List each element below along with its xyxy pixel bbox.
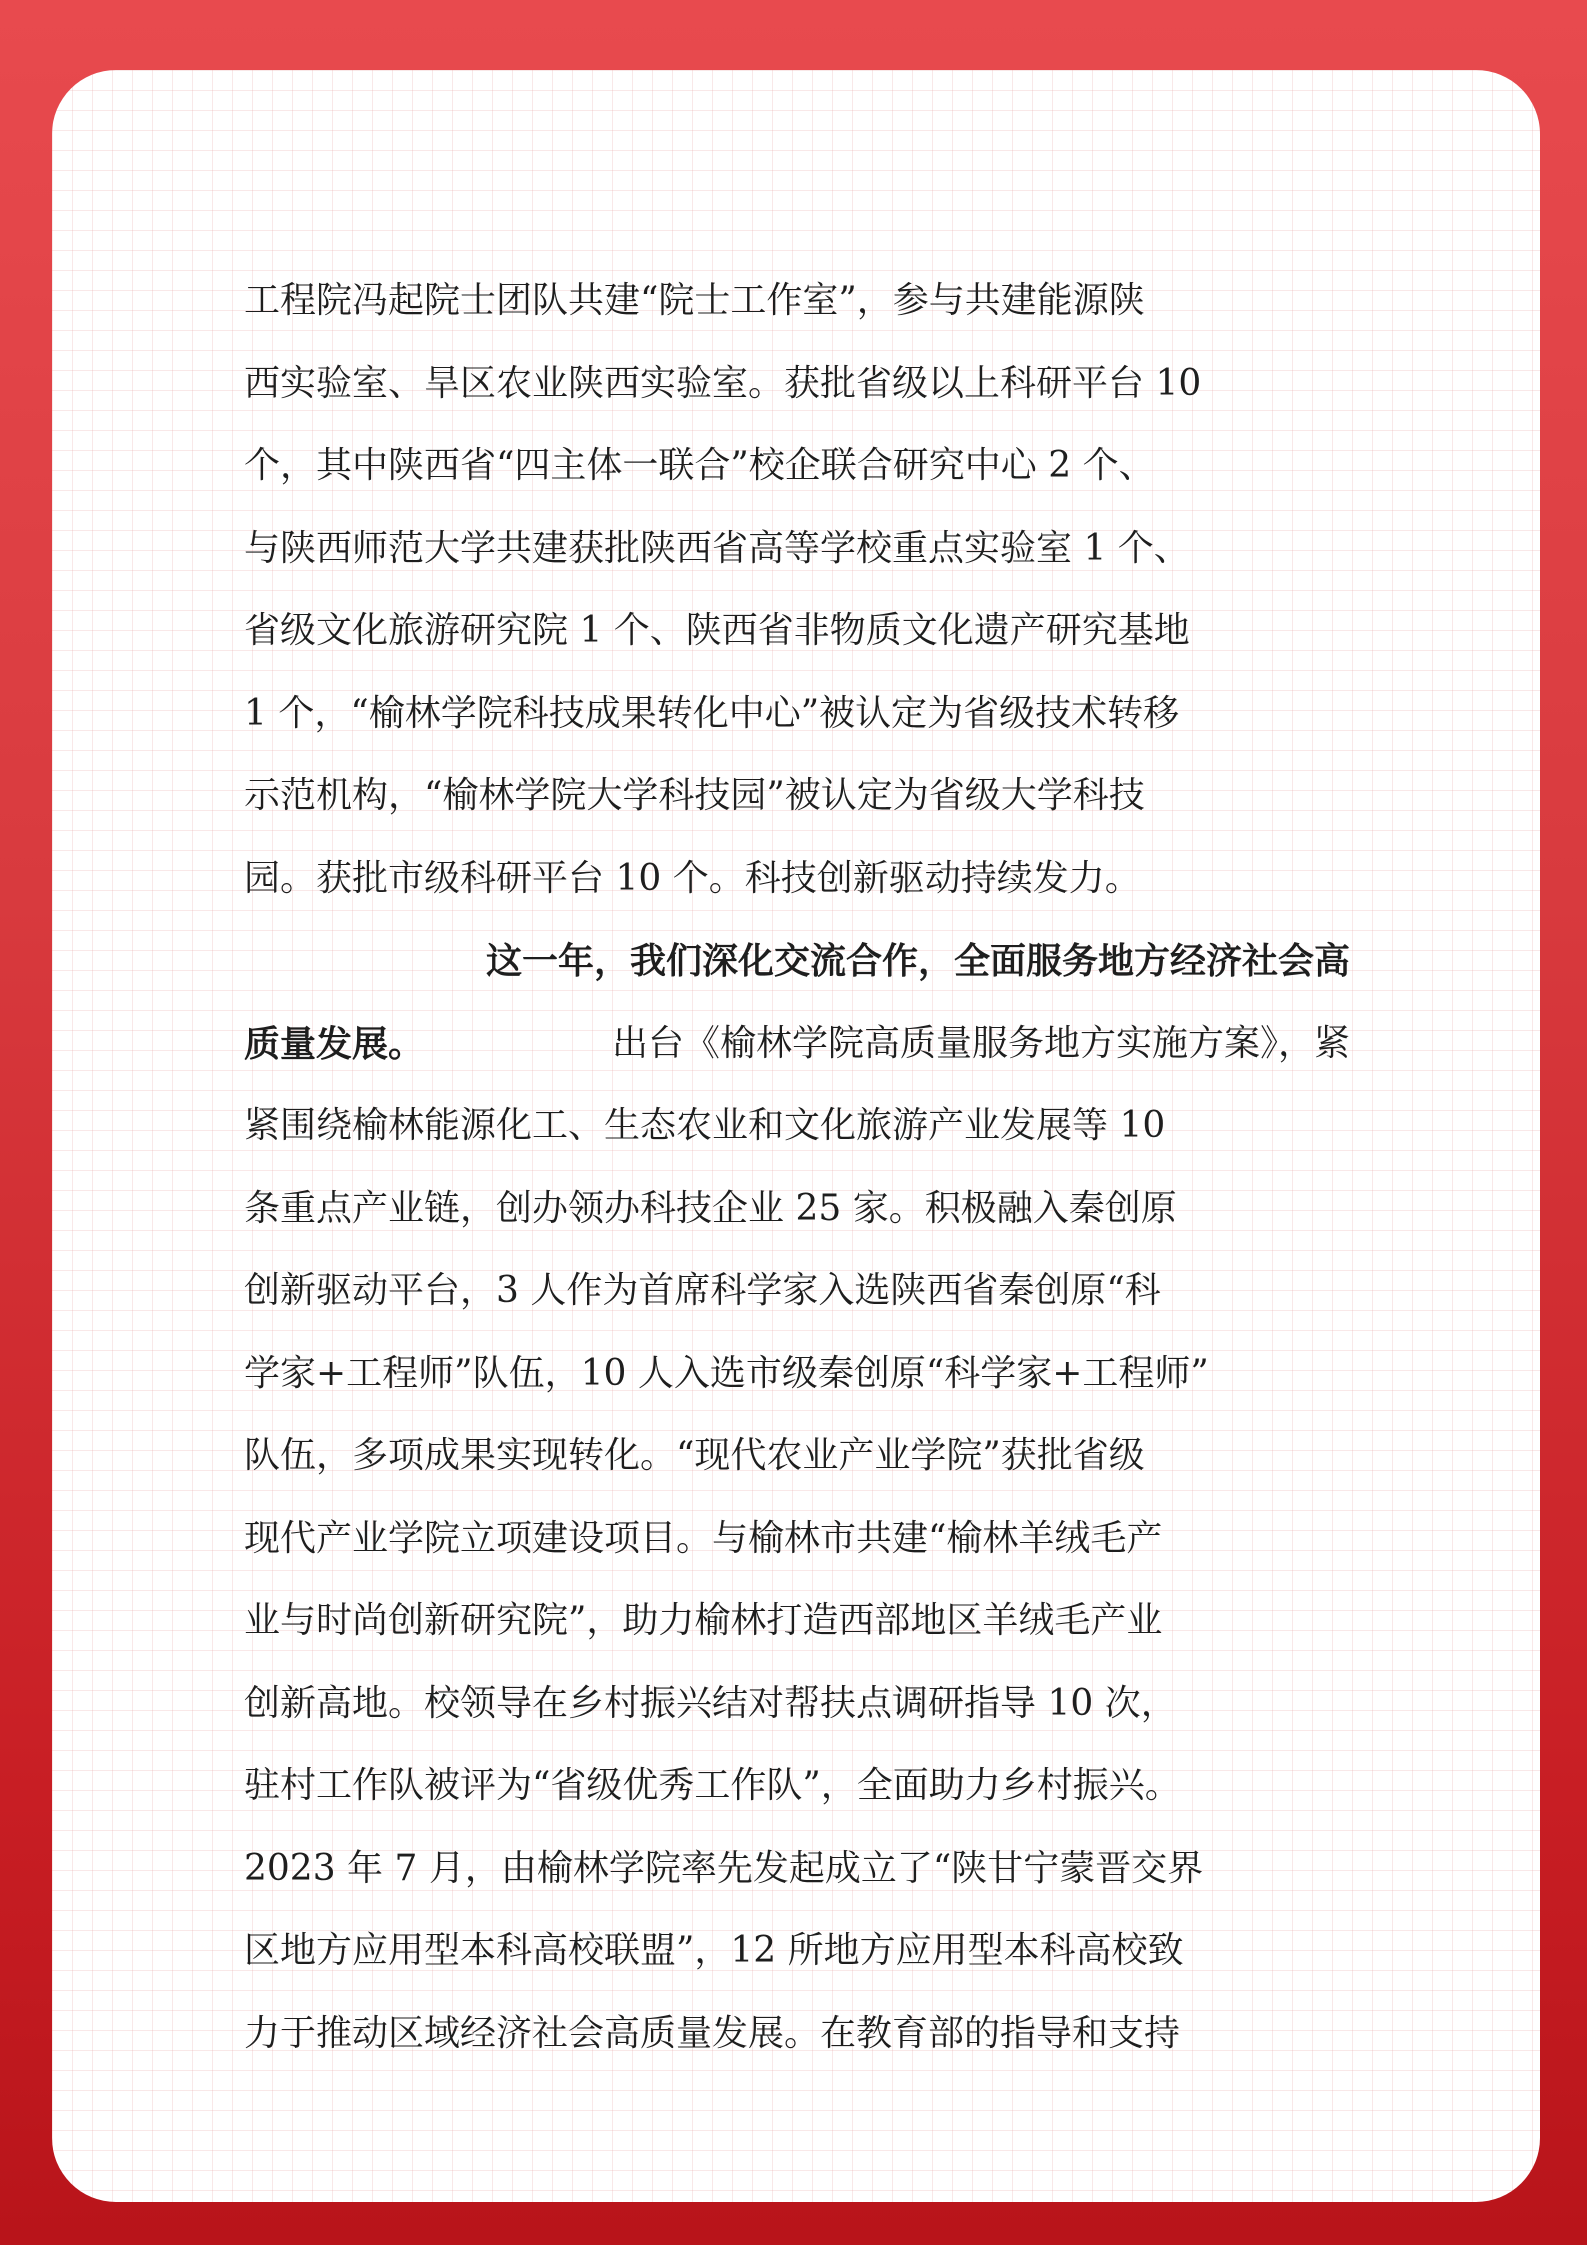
text-line: 2023 年 7 月，由榆林学院率先发起成立了“陕甘宁蒙晋交界: [244, 1847, 1204, 1889]
page-card: [52, 70, 1540, 2202]
text-line: 个，其中陕西省“四主体一联合”校企联合研究中心 2 个、: [244, 445, 1155, 486]
text-line: 驻村工作队被评为“省级优秀工作队”，全面助力乡村振兴。: [244, 1765, 1181, 1806]
text-line: 示范机构，“榆林学院大学科技园”被认定为省级大学科技: [244, 775, 1145, 816]
bold-lead: 质量发展。: [244, 1022, 425, 1065]
text-line: 园。获批市级科研平台 10 个。科技创新驱动持续发力。: [244, 857, 1141, 899]
text-line: 西实验室、旱区农业陕西实验室。获批省级以上科研平台 10: [244, 362, 1202, 404]
text-line: 质量发展。 出台《榆林学院高质量服务地方实施方案》，紧: [244, 1003, 1350, 1086]
text-line: 省级文化旅游研究院 1 个、陕西省非物质文化遗产研究基地: [244, 610, 1190, 651]
bold-lead: 这一年，我们深化交流合作，全面服务地方经济社会高: [485, 940, 1350, 982]
text-line: [244, 920, 1350, 1003]
text-line: 条重点产业链，创办领办科技企业 25 家。积极融入秦创原: [244, 1187, 1177, 1229]
document-body: [244, 260, 1350, 2160]
text-line: 现代产业学院立项建设项目。与榆林市共建“榆林羊绒毛产: [244, 1517, 1163, 1559]
text-line: 队伍，多项成果实现转化。“现代农业产业学院”获批省级: [244, 1435, 1145, 1476]
text-line: 业与时尚创新研究院”，助力榆林打造西部地区羊绒毛产业: [244, 1600, 1163, 1641]
text-line: 学家+工程师”队伍，10 人入选市级秦创原“科学家+工程师”: [244, 1352, 1209, 1394]
text-line: 创新高地。校领导在乡村振兴结对帮扶点调研指导 10 次，: [244, 1682, 1177, 1724]
text-line: 区地方应用型本科高校联盟”，12 所地方应用型本科高校致: [244, 1930, 1184, 1971]
paragraph-1: [244, 260, 1350, 920]
text-line: 创新驱动平台，3 人作为首席科学家入选陕西省秦创原“科: [244, 1270, 1161, 1311]
text-line: 工程院冯起院士团队共建“院士工作室”，参与共建能源陕: [244, 280, 1145, 321]
text-line: 紧围绕榆林能源化工、生态农业和文化旅游产业发展等 10: [244, 1105, 1166, 1146]
paragraph-2: [244, 920, 1350, 2075]
text-line: 与陕西师范大学共建获批陕西省高等学校重点实验室 1 个、: [244, 527, 1190, 569]
text-line: 1 个，“榆林学院科技成果转化中心”被认定为省级技术转移: [244, 692, 1180, 734]
text-line: 力于推动区域经济社会高质量发展。在教育部的指导和支持: [244, 2012, 1181, 2054]
